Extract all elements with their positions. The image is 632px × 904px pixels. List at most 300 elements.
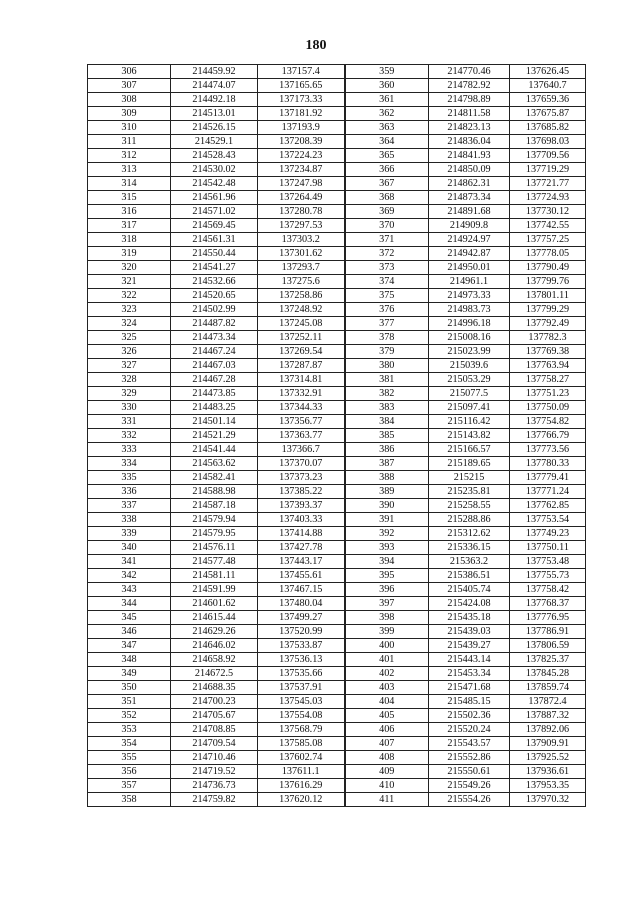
- table-row: [88, 303, 586, 317]
- x-coordinate-cell: 214672.5: [171, 667, 258, 681]
- y-coordinate-cell: 137776.95: [510, 611, 586, 625]
- y-coordinate-cell: 137750.09: [510, 401, 586, 415]
- point-number-cell: 380: [345, 359, 429, 373]
- point-number-cell: 345: [88, 611, 171, 625]
- y-coordinate-cell: 137953.35: [510, 779, 586, 793]
- x-coordinate-cell: 215435.18: [429, 611, 510, 625]
- point-number-cell: 359: [345, 65, 429, 79]
- y-coordinate-cell: 137721.77: [510, 177, 586, 191]
- x-coordinate-cell: 214487.82: [171, 317, 258, 331]
- y-coordinate-cell: 137585.08: [258, 737, 345, 751]
- table-row: [88, 387, 586, 401]
- x-coordinate-cell: 215520.24: [429, 723, 510, 737]
- table-row: [88, 247, 586, 261]
- y-coordinate-cell: 137782.3: [510, 331, 586, 345]
- x-coordinate-cell: 214891.68: [429, 205, 510, 219]
- table-row: [88, 765, 586, 779]
- point-number-cell: 348: [88, 653, 171, 667]
- y-coordinate-cell: 137970.32: [510, 793, 586, 807]
- y-coordinate-cell: 137754.82: [510, 415, 586, 429]
- x-coordinate-cell: 214736.73: [171, 779, 258, 793]
- x-coordinate-cell: 214719.52: [171, 765, 258, 779]
- y-coordinate-cell: 137467.15: [258, 583, 345, 597]
- point-number-cell: 368: [345, 191, 429, 205]
- y-coordinate-cell: 137537.91: [258, 681, 345, 695]
- x-coordinate-cell: 214942.87: [429, 247, 510, 261]
- table-row: [88, 443, 586, 457]
- x-coordinate-cell: 214782.92: [429, 79, 510, 93]
- table-row: [88, 289, 586, 303]
- point-number-cell: 394: [345, 555, 429, 569]
- x-coordinate-cell: 214528.43: [171, 149, 258, 163]
- x-coordinate-cell: 214708.85: [171, 723, 258, 737]
- y-coordinate-cell: 137344.33: [258, 401, 345, 415]
- x-coordinate-cell: 215453.34: [429, 667, 510, 681]
- point-number-cell: 383: [345, 401, 429, 415]
- table-row: [88, 597, 586, 611]
- x-coordinate-cell: 214873.34: [429, 191, 510, 205]
- point-number-cell: 387: [345, 457, 429, 471]
- table-row: [88, 401, 586, 415]
- x-coordinate-cell: 215405.74: [429, 583, 510, 597]
- y-coordinate-cell: 137724.93: [510, 191, 586, 205]
- x-coordinate-cell: 214541.27: [171, 261, 258, 275]
- point-number-cell: 355: [88, 751, 171, 765]
- x-coordinate-cell: 214950.01: [429, 261, 510, 275]
- table-row: [88, 373, 586, 387]
- point-number-cell: 400: [345, 639, 429, 653]
- x-coordinate-cell: 215439.03: [429, 625, 510, 639]
- point-number-cell: 316: [88, 205, 171, 219]
- point-number-cell: 397: [345, 597, 429, 611]
- y-coordinate-cell: 137758.27: [510, 373, 586, 387]
- point-number-cell: 324: [88, 317, 171, 331]
- point-number-cell: 396: [345, 583, 429, 597]
- y-coordinate-cell: 137742.55: [510, 219, 586, 233]
- point-number-cell: 410: [345, 779, 429, 793]
- x-coordinate-cell: 215502.36: [429, 709, 510, 723]
- x-coordinate-cell: 215424.08: [429, 597, 510, 611]
- coordinates-table: [87, 64, 586, 807]
- table-row: [88, 527, 586, 541]
- table-row: [88, 457, 586, 471]
- x-coordinate-cell: 214501.14: [171, 415, 258, 429]
- y-coordinate-cell: 137363.77: [258, 429, 345, 443]
- x-coordinate-cell: 214473.34: [171, 331, 258, 345]
- table-row: [88, 107, 586, 121]
- x-coordinate-cell: 214710.46: [171, 751, 258, 765]
- point-number-cell: 370: [345, 219, 429, 233]
- x-coordinate-cell: 214532.66: [171, 275, 258, 289]
- point-number-cell: 390: [345, 499, 429, 513]
- y-coordinate-cell: 137554.08: [258, 709, 345, 723]
- point-number-cell: 389: [345, 485, 429, 499]
- y-coordinate-cell: 137792.49: [510, 317, 586, 331]
- y-coordinate-cell: 137753.48: [510, 555, 586, 569]
- point-number-cell: 319: [88, 247, 171, 261]
- y-coordinate-cell: 137602.74: [258, 751, 345, 765]
- point-number-cell: 381: [345, 373, 429, 387]
- x-coordinate-cell: 215550.61: [429, 765, 510, 779]
- x-coordinate-cell: 214588.98: [171, 485, 258, 499]
- x-coordinate-cell: 214529.1: [171, 135, 258, 149]
- y-coordinate-cell: 137825.37: [510, 653, 586, 667]
- table-row: [88, 177, 586, 191]
- table-row: [88, 429, 586, 443]
- x-coordinate-cell: 214587.18: [171, 499, 258, 513]
- y-coordinate-cell: 137208.39: [258, 135, 345, 149]
- table-row: [88, 541, 586, 555]
- y-coordinate-cell: 137749.23: [510, 527, 586, 541]
- y-coordinate-cell: 137480.04: [258, 597, 345, 611]
- y-coordinate-cell: 137758.42: [510, 583, 586, 597]
- point-number-cell: 395: [345, 569, 429, 583]
- y-coordinate-cell: 137778.05: [510, 247, 586, 261]
- x-coordinate-cell: 214520.65: [171, 289, 258, 303]
- y-coordinate-cell: 137533.87: [258, 639, 345, 653]
- y-coordinate-cell: 137675.87: [510, 107, 586, 121]
- y-coordinate-cell: 137248.92: [258, 303, 345, 317]
- y-coordinate-cell: 137799.76: [510, 275, 586, 289]
- y-coordinate-cell: 137640.7: [510, 79, 586, 93]
- point-number-cell: 313: [88, 163, 171, 177]
- x-coordinate-cell: 215471.68: [429, 681, 510, 695]
- table-row: [88, 191, 586, 205]
- point-number-cell: 327: [88, 359, 171, 373]
- x-coordinate-cell: 214563.62: [171, 457, 258, 471]
- x-coordinate-cell: 215097.41: [429, 401, 510, 415]
- point-number-cell: 342: [88, 569, 171, 583]
- x-coordinate-cell: 214961.1: [429, 275, 510, 289]
- table-row: [88, 65, 586, 79]
- y-coordinate-cell: 137373.23: [258, 471, 345, 485]
- x-coordinate-cell: 214579.95: [171, 527, 258, 541]
- point-number-cell: 311: [88, 135, 171, 149]
- x-coordinate-cell: 214483.25: [171, 401, 258, 415]
- x-coordinate-cell: 214700.23: [171, 695, 258, 709]
- y-coordinate-cell: 137427.78: [258, 541, 345, 555]
- point-number-cell: 388: [345, 471, 429, 485]
- x-coordinate-cell: 214502.99: [171, 303, 258, 317]
- y-coordinate-cell: 137790.49: [510, 261, 586, 275]
- point-number-cell: 357: [88, 779, 171, 793]
- point-number-cell: 401: [345, 653, 429, 667]
- x-coordinate-cell: 214688.35: [171, 681, 258, 695]
- y-coordinate-cell: 137366.7: [258, 443, 345, 457]
- table-row: [88, 471, 586, 485]
- y-coordinate-cell: 137620.12: [258, 793, 345, 807]
- point-number-cell: 315: [88, 191, 171, 205]
- x-coordinate-cell: 214582.41: [171, 471, 258, 485]
- point-number-cell: 353: [88, 723, 171, 737]
- point-number-cell: 356: [88, 765, 171, 779]
- point-number-cell: 358: [88, 793, 171, 807]
- x-coordinate-cell: 215288.86: [429, 513, 510, 527]
- y-coordinate-cell: 137859.74: [510, 681, 586, 695]
- point-number-cell: 338: [88, 513, 171, 527]
- point-number-cell: 321: [88, 275, 171, 289]
- point-number-cell: 320: [88, 261, 171, 275]
- x-coordinate-cell: 215116.42: [429, 415, 510, 429]
- y-coordinate-cell: 137801.11: [510, 289, 586, 303]
- x-coordinate-cell: 214530.02: [171, 163, 258, 177]
- x-coordinate-cell: 214571.02: [171, 205, 258, 219]
- y-coordinate-cell: 137887.32: [510, 709, 586, 723]
- point-number-cell: 341: [88, 555, 171, 569]
- x-coordinate-cell: 215439.27: [429, 639, 510, 653]
- y-coordinate-cell: 137611.1: [258, 765, 345, 779]
- point-number-cell: 332: [88, 429, 171, 443]
- x-coordinate-cell: 215543.57: [429, 737, 510, 751]
- y-coordinate-cell: 137314.81: [258, 373, 345, 387]
- table-row: [88, 163, 586, 177]
- table-row: [88, 149, 586, 163]
- x-coordinate-cell: 215053.29: [429, 373, 510, 387]
- y-coordinate-cell: 137768.37: [510, 597, 586, 611]
- point-number-cell: 366: [345, 163, 429, 177]
- y-coordinate-cell: 137750.11: [510, 541, 586, 555]
- y-coordinate-cell: 137685.82: [510, 121, 586, 135]
- x-coordinate-cell: 214709.54: [171, 737, 258, 751]
- x-coordinate-cell: 215039.6: [429, 359, 510, 373]
- point-number-cell: 398: [345, 611, 429, 625]
- x-coordinate-cell: 215554.26: [429, 793, 510, 807]
- x-coordinate-cell: 215552.86: [429, 751, 510, 765]
- table-row: [88, 135, 586, 149]
- y-coordinate-cell: 137763.94: [510, 359, 586, 373]
- point-number-cell: 337: [88, 499, 171, 513]
- y-coordinate-cell: 137234.87: [258, 163, 345, 177]
- y-coordinate-cell: 137719.29: [510, 163, 586, 177]
- x-coordinate-cell: 214615.44: [171, 611, 258, 625]
- x-coordinate-cell: 214467.28: [171, 373, 258, 387]
- x-coordinate-cell: 214601.62: [171, 597, 258, 611]
- point-number-cell: 339: [88, 527, 171, 541]
- point-number-cell: 329: [88, 387, 171, 401]
- point-number-cell: 328: [88, 373, 171, 387]
- table-row: [88, 793, 586, 807]
- table-row: [88, 513, 586, 527]
- x-coordinate-cell: 214577.48: [171, 555, 258, 569]
- table-row: [88, 681, 586, 695]
- x-coordinate-cell: 214850.09: [429, 163, 510, 177]
- y-coordinate-cell: 137370.07: [258, 457, 345, 471]
- point-number-cell: 346: [88, 625, 171, 639]
- y-coordinate-cell: 137455.61: [258, 569, 345, 583]
- point-number-cell: 411: [345, 793, 429, 807]
- table-row: [88, 653, 586, 667]
- point-number-cell: 354: [88, 737, 171, 751]
- x-coordinate-cell: 215336.15: [429, 541, 510, 555]
- point-number-cell: 371: [345, 233, 429, 247]
- y-coordinate-cell: 137403.33: [258, 513, 345, 527]
- y-coordinate-cell: 137806.59: [510, 639, 586, 653]
- point-number-cell: 361: [345, 93, 429, 107]
- x-coordinate-cell: 214646.02: [171, 639, 258, 653]
- y-coordinate-cell: 137275.6: [258, 275, 345, 289]
- y-coordinate-cell: 137443.17: [258, 555, 345, 569]
- table-row: [88, 611, 586, 625]
- y-coordinate-cell: 137909.91: [510, 737, 586, 751]
- point-number-cell: 365: [345, 149, 429, 163]
- table-row: [88, 555, 586, 569]
- point-number-cell: 377: [345, 317, 429, 331]
- y-coordinate-cell: 137157.4: [258, 65, 345, 79]
- point-number-cell: 347: [88, 639, 171, 653]
- x-coordinate-cell: 215166.57: [429, 443, 510, 457]
- point-number-cell: 402: [345, 667, 429, 681]
- x-coordinate-cell: 214841.93: [429, 149, 510, 163]
- point-number-cell: 409: [345, 765, 429, 779]
- y-coordinate-cell: 137730.12: [510, 205, 586, 219]
- table-row: [88, 723, 586, 737]
- table-row: [88, 261, 586, 275]
- point-number-cell: 367: [345, 177, 429, 191]
- point-number-cell: 333: [88, 443, 171, 457]
- x-coordinate-cell: 214591.99: [171, 583, 258, 597]
- y-coordinate-cell: 137769.38: [510, 345, 586, 359]
- x-coordinate-cell: 214770.46: [429, 65, 510, 79]
- point-number-cell: 375: [345, 289, 429, 303]
- y-coordinate-cell: 137762.85: [510, 499, 586, 513]
- y-coordinate-cell: 137193.9: [258, 121, 345, 135]
- point-number-cell: 408: [345, 751, 429, 765]
- x-coordinate-cell: 215189.65: [429, 457, 510, 471]
- y-coordinate-cell: 137280.78: [258, 205, 345, 219]
- x-coordinate-cell: 215008.16: [429, 331, 510, 345]
- x-coordinate-cell: 215549.26: [429, 779, 510, 793]
- y-coordinate-cell: 137779.41: [510, 471, 586, 485]
- x-coordinate-cell: 214542.48: [171, 177, 258, 191]
- point-number-cell: 385: [345, 429, 429, 443]
- point-number-cell: 374: [345, 275, 429, 289]
- point-number-cell: 322: [88, 289, 171, 303]
- point-number-cell: 404: [345, 695, 429, 709]
- point-number-cell: 364: [345, 135, 429, 149]
- point-number-cell: 363: [345, 121, 429, 135]
- x-coordinate-cell: 214658.92: [171, 653, 258, 667]
- x-coordinate-cell: 214973.33: [429, 289, 510, 303]
- y-coordinate-cell: 137258.86: [258, 289, 345, 303]
- x-coordinate-cell: 215143.82: [429, 429, 510, 443]
- point-number-cell: 399: [345, 625, 429, 639]
- table-row: [88, 415, 586, 429]
- point-number-cell: 379: [345, 345, 429, 359]
- point-number-cell: 344: [88, 597, 171, 611]
- x-coordinate-cell: 214909.8: [429, 219, 510, 233]
- y-coordinate-cell: 137385.22: [258, 485, 345, 499]
- y-coordinate-cell: 137165.65: [258, 79, 345, 93]
- y-coordinate-cell: 137297.53: [258, 219, 345, 233]
- table-row: [88, 331, 586, 345]
- point-number-cell: 386: [345, 443, 429, 457]
- point-number-cell: 376: [345, 303, 429, 317]
- point-number-cell: 407: [345, 737, 429, 751]
- point-number-cell: 403: [345, 681, 429, 695]
- point-number-cell: 340: [88, 541, 171, 555]
- y-coordinate-cell: 137287.87: [258, 359, 345, 373]
- point-number-cell: 373: [345, 261, 429, 275]
- x-coordinate-cell: 214798.89: [429, 93, 510, 107]
- x-coordinate-cell: 214467.03: [171, 359, 258, 373]
- y-coordinate-cell: 137773.56: [510, 443, 586, 457]
- point-number-cell: 406: [345, 723, 429, 737]
- point-number-cell: 384: [345, 415, 429, 429]
- table-row: [88, 709, 586, 723]
- x-coordinate-cell: 214561.96: [171, 191, 258, 205]
- x-coordinate-cell: 214550.44: [171, 247, 258, 261]
- table-row: [88, 275, 586, 289]
- table-row: [88, 751, 586, 765]
- y-coordinate-cell: 137659.36: [510, 93, 586, 107]
- y-coordinate-cell: 137293.7: [258, 261, 345, 275]
- point-number-cell: 405: [345, 709, 429, 723]
- y-coordinate-cell: 137872.4: [510, 695, 586, 709]
- y-coordinate-cell: 137269.54: [258, 345, 345, 359]
- y-coordinate-cell: 137568.79: [258, 723, 345, 737]
- table-row: [88, 737, 586, 751]
- x-coordinate-cell: 214474.07: [171, 79, 258, 93]
- point-number-cell: 392: [345, 527, 429, 541]
- y-coordinate-cell: 137757.25: [510, 233, 586, 247]
- y-coordinate-cell: 137751.23: [510, 387, 586, 401]
- table-row: [88, 779, 586, 793]
- x-coordinate-cell: 214705.67: [171, 709, 258, 723]
- x-coordinate-cell: 214924.97: [429, 233, 510, 247]
- point-number-cell: 372: [345, 247, 429, 261]
- x-coordinate-cell: 214473.85: [171, 387, 258, 401]
- table-row: [88, 219, 586, 233]
- x-coordinate-cell: 214759.82: [171, 793, 258, 807]
- point-number-cell: 360: [345, 79, 429, 93]
- y-coordinate-cell: 137755.73: [510, 569, 586, 583]
- table-row: [88, 345, 586, 359]
- x-coordinate-cell: 214996.18: [429, 317, 510, 331]
- y-coordinate-cell: 137224.23: [258, 149, 345, 163]
- x-coordinate-cell: 215215: [429, 471, 510, 485]
- point-number-cell: 318: [88, 233, 171, 247]
- y-coordinate-cell: 137845.28: [510, 667, 586, 681]
- point-number-cell: 382: [345, 387, 429, 401]
- x-coordinate-cell: 214526.15: [171, 121, 258, 135]
- y-coordinate-cell: 137780.33: [510, 457, 586, 471]
- x-coordinate-cell: 214541.44: [171, 443, 258, 457]
- y-coordinate-cell: 137698.03: [510, 135, 586, 149]
- table-row: [88, 205, 586, 219]
- point-number-cell: 336: [88, 485, 171, 499]
- x-coordinate-cell: 214459.92: [171, 65, 258, 79]
- y-coordinate-cell: 137245.08: [258, 317, 345, 331]
- x-coordinate-cell: 214561.31: [171, 233, 258, 247]
- point-number-cell: 308: [88, 93, 171, 107]
- x-coordinate-cell: 214576.11: [171, 541, 258, 555]
- x-coordinate-cell: 215258.55: [429, 499, 510, 513]
- x-coordinate-cell: 214467.24: [171, 345, 258, 359]
- y-coordinate-cell: 137181.92: [258, 107, 345, 121]
- y-coordinate-cell: 137892.06: [510, 723, 586, 737]
- point-number-cell: 306: [88, 65, 171, 79]
- point-number-cell: 351: [88, 695, 171, 709]
- point-number-cell: 310: [88, 121, 171, 135]
- point-number-cell: 317: [88, 219, 171, 233]
- x-coordinate-cell: 215386.51: [429, 569, 510, 583]
- y-coordinate-cell: 137771.24: [510, 485, 586, 499]
- table-row: [88, 485, 586, 499]
- y-coordinate-cell: 137303.2: [258, 233, 345, 247]
- y-coordinate-cell: 137626.45: [510, 65, 586, 79]
- point-number-cell: 352: [88, 709, 171, 723]
- x-coordinate-cell: 215443.14: [429, 653, 510, 667]
